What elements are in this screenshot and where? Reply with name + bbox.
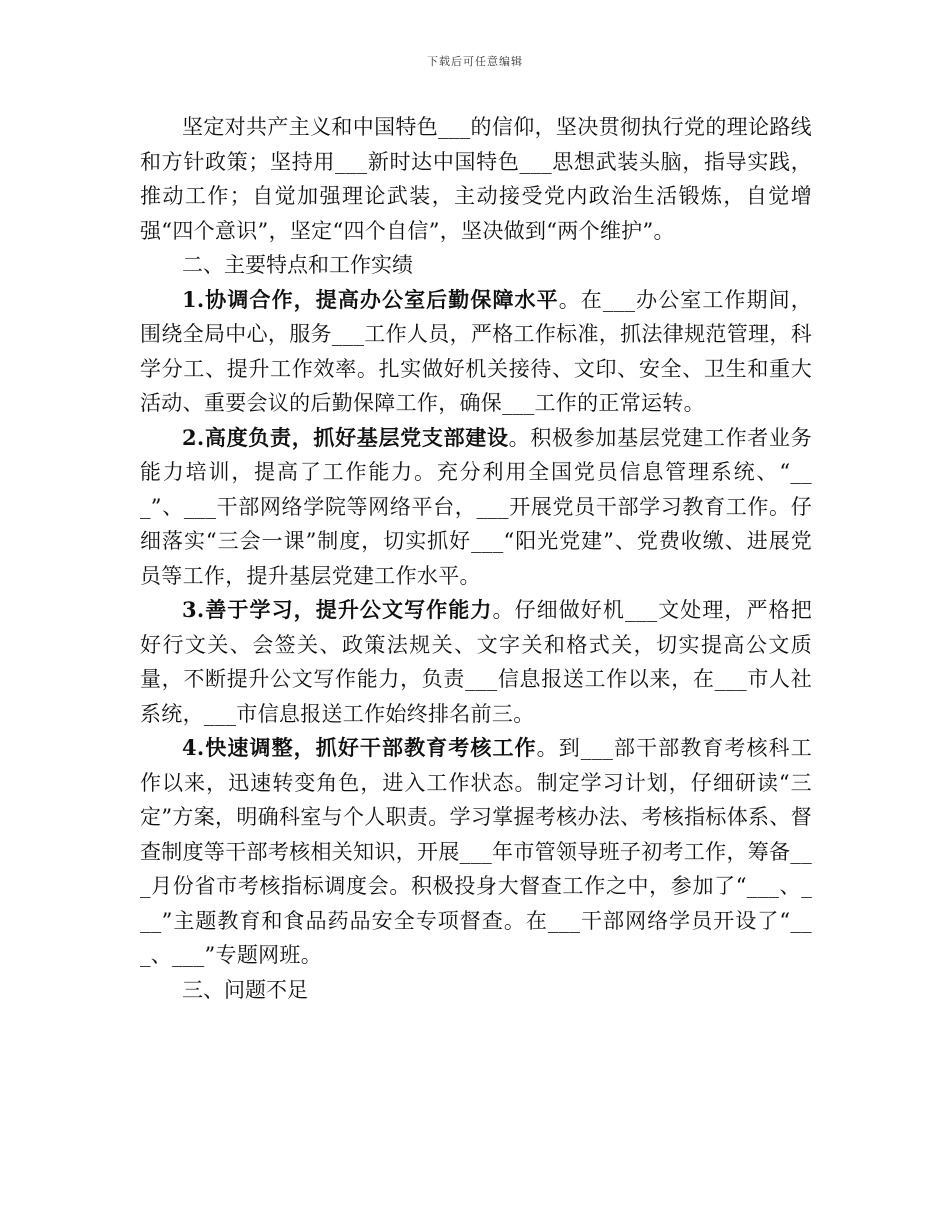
item-2-lead: 2.高度负责，抓好基层党支部建设 xyxy=(182,424,509,450)
item-1-lead: 1.协调合作，提高办公室后勤保障水平 xyxy=(182,286,559,312)
section-heading-main-features: 二、主要特点和工作实绩 xyxy=(182,253,413,277)
item-4-paragraph xyxy=(140,731,812,973)
item-4-lead: 4.快速调整，抓好干部教育考核工作 xyxy=(182,735,537,760)
item-1-body: 。在___办公室工作期间，围绕全局中心，服务___工作人员，严格工作标准，抓法律规范管理，科学分工、提升工作效率。扎实做好机关接待、文印、安全、卫生和重大活动、重要会议的后勤保障工作，确保___工作的正常运转。 xyxy=(140,287,812,415)
intro-paragraph: 坚定对共产主义和中国特色___的信仰，坚决贯彻执行党的理论路线和方针政策；坚持用___新时达中国特色___思想武装头脑，指导实践，推动工作；自觉加强理论武装，主动接受党内政治生活锻炼，自觉增强“四个意识”，坚定“四个自信”，坚决做到“两个维护”。 xyxy=(140,115,812,243)
section-heading-problems: 三、问题不足 xyxy=(182,977,308,1002)
item-2-body: 。积极参加基层党建工作者业务能力培训，提高了工作能力。充分利用全国党员信息管理系统、“___”、___干部网络学院等网络平台，___开展党员干部学习教育工作。仔细落实“三会一课”制度，切实抓好___“阳光党建”、党费收缴、进展党员等工作，提升基层党建工作水平。 xyxy=(140,425,812,588)
item-1-paragraph xyxy=(140,283,812,421)
page-header: 下载后可任意编辑 xyxy=(427,55,523,68)
item-2-paragraph xyxy=(140,421,812,594)
item-3-paragraph xyxy=(140,593,812,731)
item-3-lead: 3.善于学习，提升公文写作能力 xyxy=(182,597,493,622)
item-3-body: 。仔细做好机___文处理，严格把好行文关、会签关、政策法规关、文字关和格式关，切实提高公文质量，不断提升公文写作能力，负责___信息报送工作以来，在___市人社系统，___市信息报送工作始终排名前三。 xyxy=(140,598,812,726)
document-body xyxy=(140,110,812,1007)
item-4-body: 。到___部干部教育考核科工作以来，迅速转变角色，进入工作状态。制定学习计划，仔细研读“三定”方案，明确科室与个人职责。学习掌握考核办法、考核指标体系、督查制度等干部考核相关知识，开展___年市管领导班子初考工作，筹备___月份省市考核指标调度会。积极投身大督查工作之中，参加了“___、___”主题教育和食品药品安全专项督查。在___干部网络学员开设了“___、___”专题网班。 xyxy=(140,736,812,967)
